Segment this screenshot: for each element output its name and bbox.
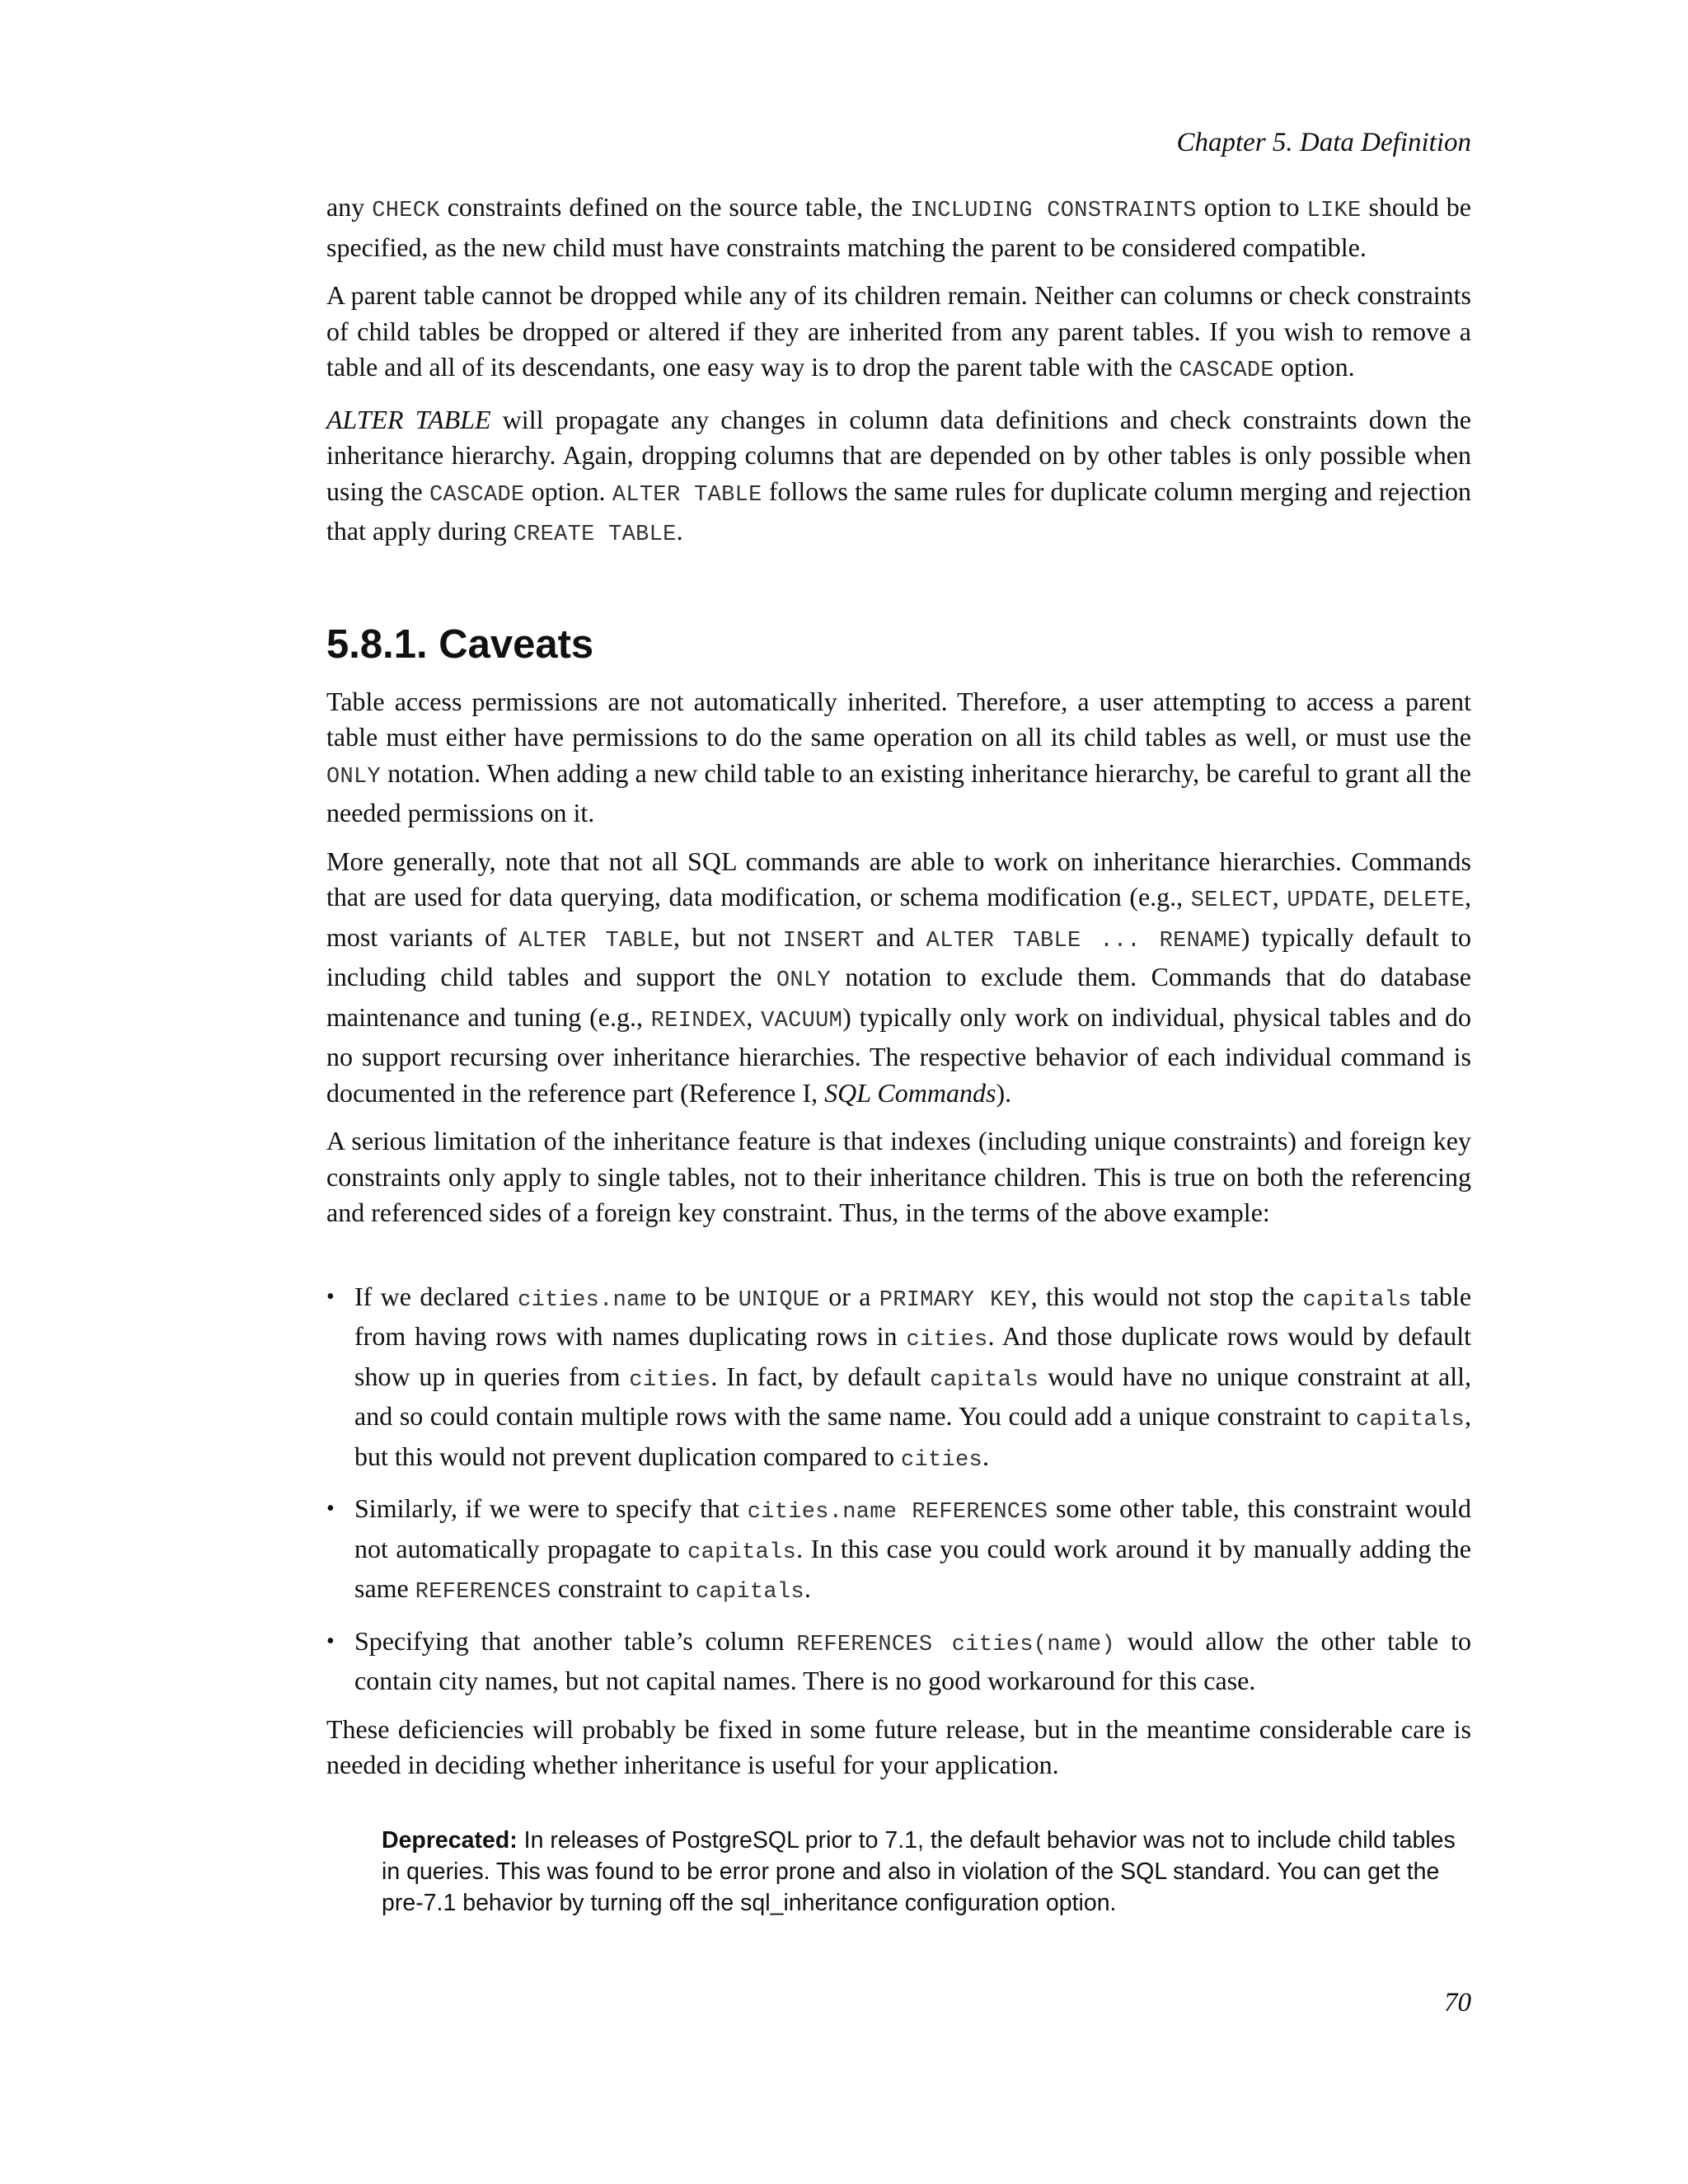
text: follows the same rules for duplicate column merging and rejection that apply during xyxy=(326,476,1472,546)
text: These deficiencies will probably be fixed in some future release, but in the meantime considerable care is needed in deciding whether inheritance is useful for your application. xyxy=(326,1713,1471,1779)
bullet-marker: • xyxy=(326,1283,335,1310)
text: , most variants of xyxy=(326,882,1472,952)
emphasis-alter-table: ALTER TABLE xyxy=(326,404,491,434)
bullet-marker: • xyxy=(326,1628,335,1654)
code-cities: cities xyxy=(906,1328,988,1352)
text: table from having rows with names duplicating rows in xyxy=(354,1281,1472,1351)
paragraph-limitation xyxy=(326,1123,1471,1231)
text: or a xyxy=(819,1281,879,1311)
code-references-cities-name: REFERENCES cities(name) xyxy=(796,1632,1115,1657)
running-header: Chapter 5. Data Definition xyxy=(1176,128,1471,157)
list-item xyxy=(326,1491,1471,1611)
code-alter-table: ALTER TABLE xyxy=(518,928,674,954)
text: ) typically default to including child tables and support the xyxy=(326,921,1472,991)
text: notation to exclude them. Commands that do database maintenance and tuning (e.g., xyxy=(326,962,1472,1032)
caveats-list xyxy=(326,1279,1471,1699)
text: If we declared xyxy=(354,1281,518,1311)
paragraph-like-constraints xyxy=(326,190,1471,265)
paragraph-permissions xyxy=(326,684,1471,832)
note-text: In releases of PostgreSQL prior to 7.1, the default behavior was not to include child tables in queries. This was found to be error prone and also in violation of the SQL standard. You can get the pre-7.1 behavior by turning off the sql_inheritance configuration option. xyxy=(382,1826,1456,1916)
text: option to xyxy=(1196,192,1307,222)
text: . In fact, by default xyxy=(710,1361,931,1391)
code-cities: cities xyxy=(900,1447,983,1473)
text: A parent table cannot be dropped while any of its children remain. Neither can columns or check constraints of child tables be dropped or altered if they are inherited from any parent tables. If you wish to remove a table and all of its descendants, one easy way is to drop the parent table with the xyxy=(326,280,1471,382)
code-only: ONLY xyxy=(776,968,831,993)
code-cities-name-references: cities.name REFERENCES xyxy=(747,1500,1048,1525)
code-check: CHECK xyxy=(372,199,440,223)
text: option. xyxy=(524,476,612,506)
text: A serious limitation of the inheritance feature is that indexes (including unique constraints) and foreign key constraints only apply to single tables, not to their inheritance children. This is true on both the referencing and referenced sides of a foreign key constraint. Thus, in the terms of the above example: xyxy=(326,1126,1471,1227)
section-heading: 5.8.1. Caveats xyxy=(326,621,594,667)
page-number: 70 xyxy=(1444,1988,1471,2018)
text: option. xyxy=(1273,352,1355,382)
text: . In this case you could work around it by manually adding the same xyxy=(354,1533,1472,1603)
code-like: LIKE xyxy=(1306,199,1362,223)
text: to be xyxy=(667,1281,738,1311)
code-reindex: REINDEX xyxy=(650,1008,747,1033)
text: would have no unique constraint at all, and so could contain multiple rows with the same name. You could add a unique constraint to xyxy=(354,1361,1472,1431)
code-capitals: capitals xyxy=(1302,1287,1412,1313)
text: any xyxy=(326,192,373,222)
text: , xyxy=(746,1001,762,1032)
text: More generally, note that not all SQL commands are able to work on inheritance hierarchies. Commands that are used for data querying, data modification, or schema modification (e.g., xyxy=(326,846,1471,912)
text: will propagate any changes in column data definitions and check constraints down the inheritance hierarchy. Again, dropping columns that are depended on by other tables is only possible when using the xyxy=(326,404,1472,506)
code-cities-name: cities.name xyxy=(518,1287,668,1313)
text: and xyxy=(864,921,926,952)
text: , xyxy=(1272,882,1287,912)
code-update: UPDATE xyxy=(1287,888,1369,913)
code-capitals: capitals xyxy=(695,1580,804,1605)
text: , but not xyxy=(673,921,783,952)
code-create-table: CREATE TABLE xyxy=(513,523,677,547)
text: Specifying that another table’s column xyxy=(354,1625,797,1656)
text: , this would not stop the xyxy=(1030,1281,1303,1311)
list-item xyxy=(326,1624,1471,1699)
text: . xyxy=(804,1573,811,1603)
text: , xyxy=(1368,882,1383,912)
code-references: REFERENCES xyxy=(415,1580,551,1605)
text: should be specified, as the new child must have constraints matching the parent to be considered compatible. xyxy=(326,192,1471,262)
code-cascade: CASCADE xyxy=(429,482,525,508)
text: . xyxy=(982,1441,990,1471)
code-select: SELECT xyxy=(1190,888,1273,913)
text: notation. When adding a new child table to an existing inheritance hierarchy, be careful to grant all the needed permissions on it. xyxy=(326,757,1471,827)
code-capitals: capitals xyxy=(930,1367,1039,1393)
code-cities: cities xyxy=(629,1367,711,1393)
code-capitals: capitals xyxy=(687,1540,797,1565)
deprecated-note xyxy=(382,1825,1471,1919)
text: . And those duplicate rows would by default show up in queries from xyxy=(354,1321,1472,1391)
paragraph-deficiencies xyxy=(326,1712,1471,1783)
text: constraint to xyxy=(551,1573,696,1603)
code-vacuum: VACUUM xyxy=(761,1008,843,1033)
text: , but this would not prevent duplication compared to xyxy=(354,1401,1471,1471)
text: Similarly, if we were to specify that xyxy=(354,1493,748,1523)
paragraph-alter-table xyxy=(326,402,1471,554)
text: would allow the other table to contain city names, but not capital names. There is no good workaround for this case. xyxy=(354,1625,1472,1695)
code-unique: UNIQUE xyxy=(738,1287,820,1313)
code-cascade: CASCADE xyxy=(1179,359,1274,383)
note-label: Deprecated: xyxy=(382,1826,518,1854)
code-insert: INSERT xyxy=(782,928,865,954)
text: ). xyxy=(996,1077,1012,1108)
text: ) typically only work on individual, physical tables and do no support recursing over inheritance hierarchies. The respective behavior of each individual command is documented in the reference part (Reference I, xyxy=(326,1001,1471,1108)
page-body xyxy=(326,190,1471,1919)
emphasis-sql-commands: SQL Commands xyxy=(824,1077,996,1108)
text: some other table, this constraint would not automatically propagate to xyxy=(354,1493,1472,1563)
bullet-marker: • xyxy=(326,1496,335,1521)
code-primary-key: PRIMARY KEY xyxy=(879,1287,1031,1313)
code-delete: DELETE xyxy=(1382,888,1465,913)
text: constraints defined on the source table, the xyxy=(439,192,911,222)
text: Table access permissions are not automatically inherited. Therefore, a user attempting to access a parent table must either have permissions to do the same operation on all its child tables as well, or must use the xyxy=(326,686,1471,752)
list-item xyxy=(326,1279,1471,1479)
code-including-constraints: INCLUDING CONSTRAINTS xyxy=(910,199,1197,223)
paragraph-drop-parent xyxy=(326,278,1471,390)
paragraph-sql-commands xyxy=(326,844,1471,1112)
code-alter-table: ALTER TABLE xyxy=(612,482,762,508)
code-only: ONLY xyxy=(326,764,382,790)
text: . xyxy=(676,516,683,546)
code-capitals: capitals xyxy=(1355,1408,1465,1432)
code-alter-table-rename: ALTER TABLE ... RENAME xyxy=(926,928,1241,954)
